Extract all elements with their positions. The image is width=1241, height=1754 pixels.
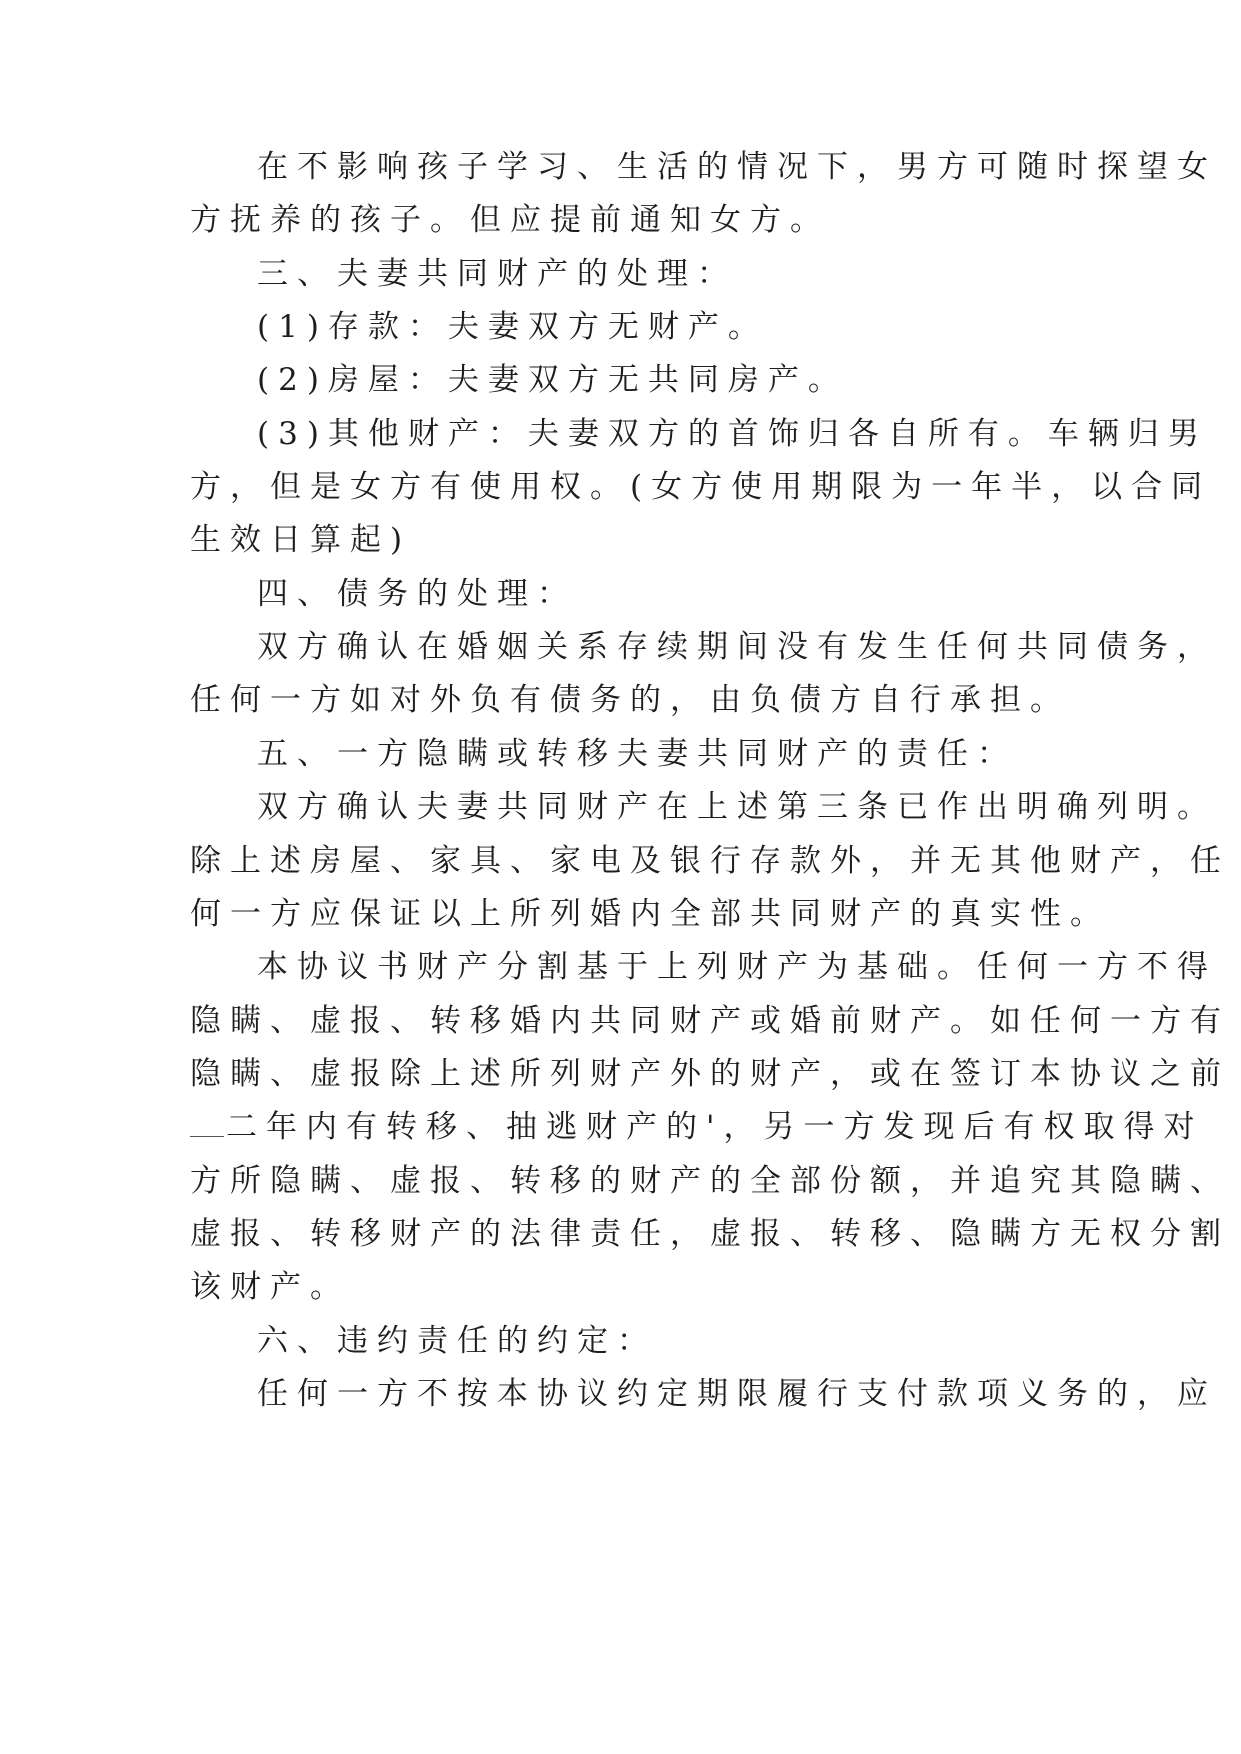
text-line: 除上述房屋、家具、家电及银行存款外，并无其他财产，任 bbox=[190, 843, 1230, 879]
text-line: 双方确认在婚姻关系存续期间没有发生任何共同债务， bbox=[257, 629, 1217, 665]
text-line: 隐瞒、虚报、转移婚内共同财产或婚前财产。如任何一方有 bbox=[190, 1003, 1230, 1039]
text-line: 隐瞒、虚报除上述所列财产外的财产，或在签订本协议之前 bbox=[190, 1056, 1230, 1092]
section-heading: 五、一方隐瞒或转移夫妻共同财产的责任： bbox=[257, 736, 1017, 772]
text-line: (1)存款：夫妻双方无财产。 bbox=[257, 309, 768, 345]
blank-underline bbox=[190, 1108, 224, 1137]
text-line-with-blank bbox=[190, 1107, 1204, 1147]
section-heading: 四、债务的处理： bbox=[257, 576, 577, 612]
text-line: 任何一方如对外负有债务的，由负债方自行承担。 bbox=[190, 682, 1070, 718]
text-line: 生效日算起) bbox=[190, 522, 412, 558]
section-heading: 六、违约责任的约定： bbox=[257, 1323, 657, 1359]
section-heading: 三、夫妻共同财产的处理： bbox=[257, 256, 737, 292]
text-line: 在不影响孩子学习、生活的情况下，男方可随时探望女 bbox=[257, 149, 1217, 185]
text-line: 本协议书财产分割基于上列财产为基础。任何一方不得 bbox=[257, 949, 1217, 985]
text-line: 双方确认夫妻共同财产在上述第三条已作出明确列明。 bbox=[257, 789, 1217, 825]
text-line: 何一方应保证以上所列婚内全部共同财产的真实性。 bbox=[190, 896, 1110, 932]
text-line: 该财产。 bbox=[190, 1269, 350, 1305]
text-line: 方，但是女方有使用权。(女方使用期限为一年半，以合同 bbox=[190, 469, 1212, 505]
text-line: 虚报、转移财产的法律责任，虚报、转移、隐瞒方无权分割 bbox=[190, 1216, 1230, 1252]
text-line-content: 二年内有转移、抽逃财产的'，另一方发现后有权取得对 bbox=[226, 1109, 1204, 1145]
text-line: 方所隐瞒、虚报、转移的财产的全部份额，并追究其隐瞒、 bbox=[190, 1163, 1230, 1199]
text-line: (2)房屋：夫妻双方无共同房产。 bbox=[257, 362, 848, 398]
text-line: 方抚养的孩子。但应提前通知女方。 bbox=[190, 202, 830, 238]
text-line: (3)其他财产：夫妻双方的首饰归各自所有。车辆归男 bbox=[257, 416, 1208, 452]
text-line: 任何一方不按本协议约定期限履行支付款项义务的，应 bbox=[257, 1376, 1217, 1412]
